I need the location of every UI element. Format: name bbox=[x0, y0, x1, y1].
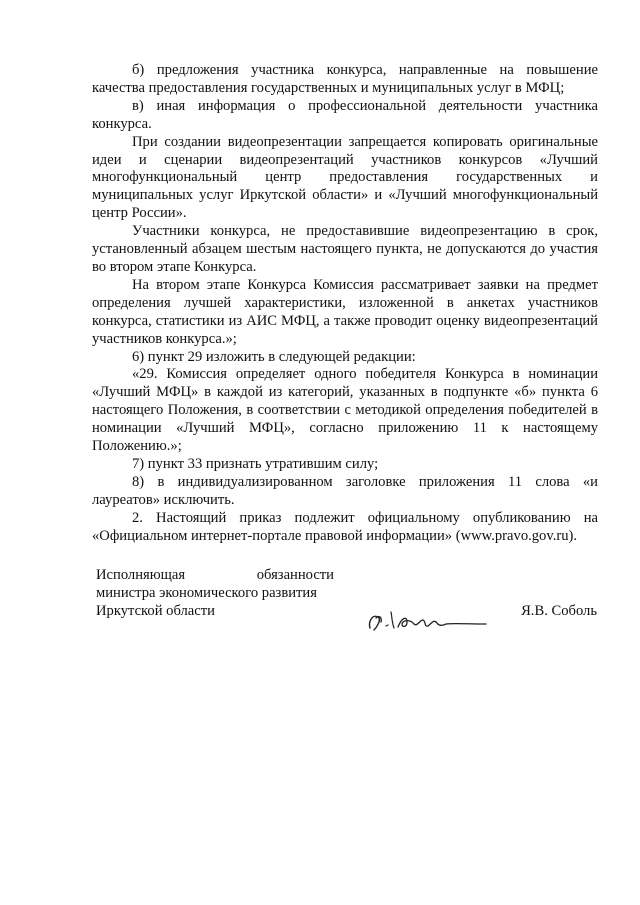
paragraph-item-29-intro: 6) пункт 29 изложить в следующей редакции: bbox=[132, 348, 416, 365]
signer-position-word-acting: Исполняющая bbox=[96, 567, 186, 583]
paragraph-publication: 2. Настоящий приказ подлежит официальному опубликованию на «Официальном интернет-портале правовой информации» (www.pravo.gov.ru). bbox=[92, 509, 598, 544]
paragraph-copy-prohibition: При создании видеопрезентации запрещается копировать оригинальные идеи и сценарии видеопрезентаций участников конкурсов «Лучший многофункциональный центр предоставления государственных и муниципальных услуг Иркутской области» и «Лучший многофункциональный центр России». bbox=[92, 133, 598, 222]
paragraph-late-participants: Участники конкурса, не предоставившие видеопрезентацию в срок, установленный абзацем шестым настоящего пункта, не допускаются до участия во втором этапе Конкурса. bbox=[92, 223, 598, 275]
handwritten-signature bbox=[364, 604, 490, 636]
signer-name: Я.В. Соболь bbox=[521, 603, 597, 619]
document-body bbox=[92, 62, 598, 545]
paragraph-other-info: в) иная информация о профессиональной деятельности участника конкурса. bbox=[92, 97, 598, 132]
signature-block bbox=[96, 566, 601, 646]
paragraph-second-stage: На втором этапе Конкурса Комиссия рассматривает заявки на предмет определения лучшей характеристики, изложенной в анкетах участников конкурса, статистики из АИС МФЦ, а также проводит оценку видеопрезентаций участников конкурса.»; bbox=[92, 276, 598, 347]
paragraph-appendix-11: 8) в индивидуализированном заголовке приложения 11 слова «и лауреатов» исключить. bbox=[92, 473, 598, 508]
paragraph-item-29-text: «29. Комиссия определяет одного победителя Конкурса в номинации «Лучший МФЦ» в каждой из категорий, указанных в подпункте «б» пункта 6 настоящего Положения, в соответствии с методикой определения победителей в номинации «Лучший МФЦ», согласно приложению 11 к настоящему Положению.»; bbox=[92, 366, 598, 455]
paragraph-proposals: б) предложения участника конкурса, направленные на повышение качества предоставления государственных и муниципальных услуг в МФЦ; bbox=[92, 62, 598, 96]
signer-position bbox=[96, 566, 334, 620]
signer-position-line-1 bbox=[96, 566, 334, 584]
signer-position-word-duties: обязанности bbox=[256, 567, 334, 583]
signer-position-line-3: Иркутской области bbox=[96, 603, 215, 619]
signer-position-line-2: министра экономического развития bbox=[96, 585, 317, 601]
paragraph-item-33: 7) пункт 33 признать утратившим силу; bbox=[132, 455, 379, 472]
